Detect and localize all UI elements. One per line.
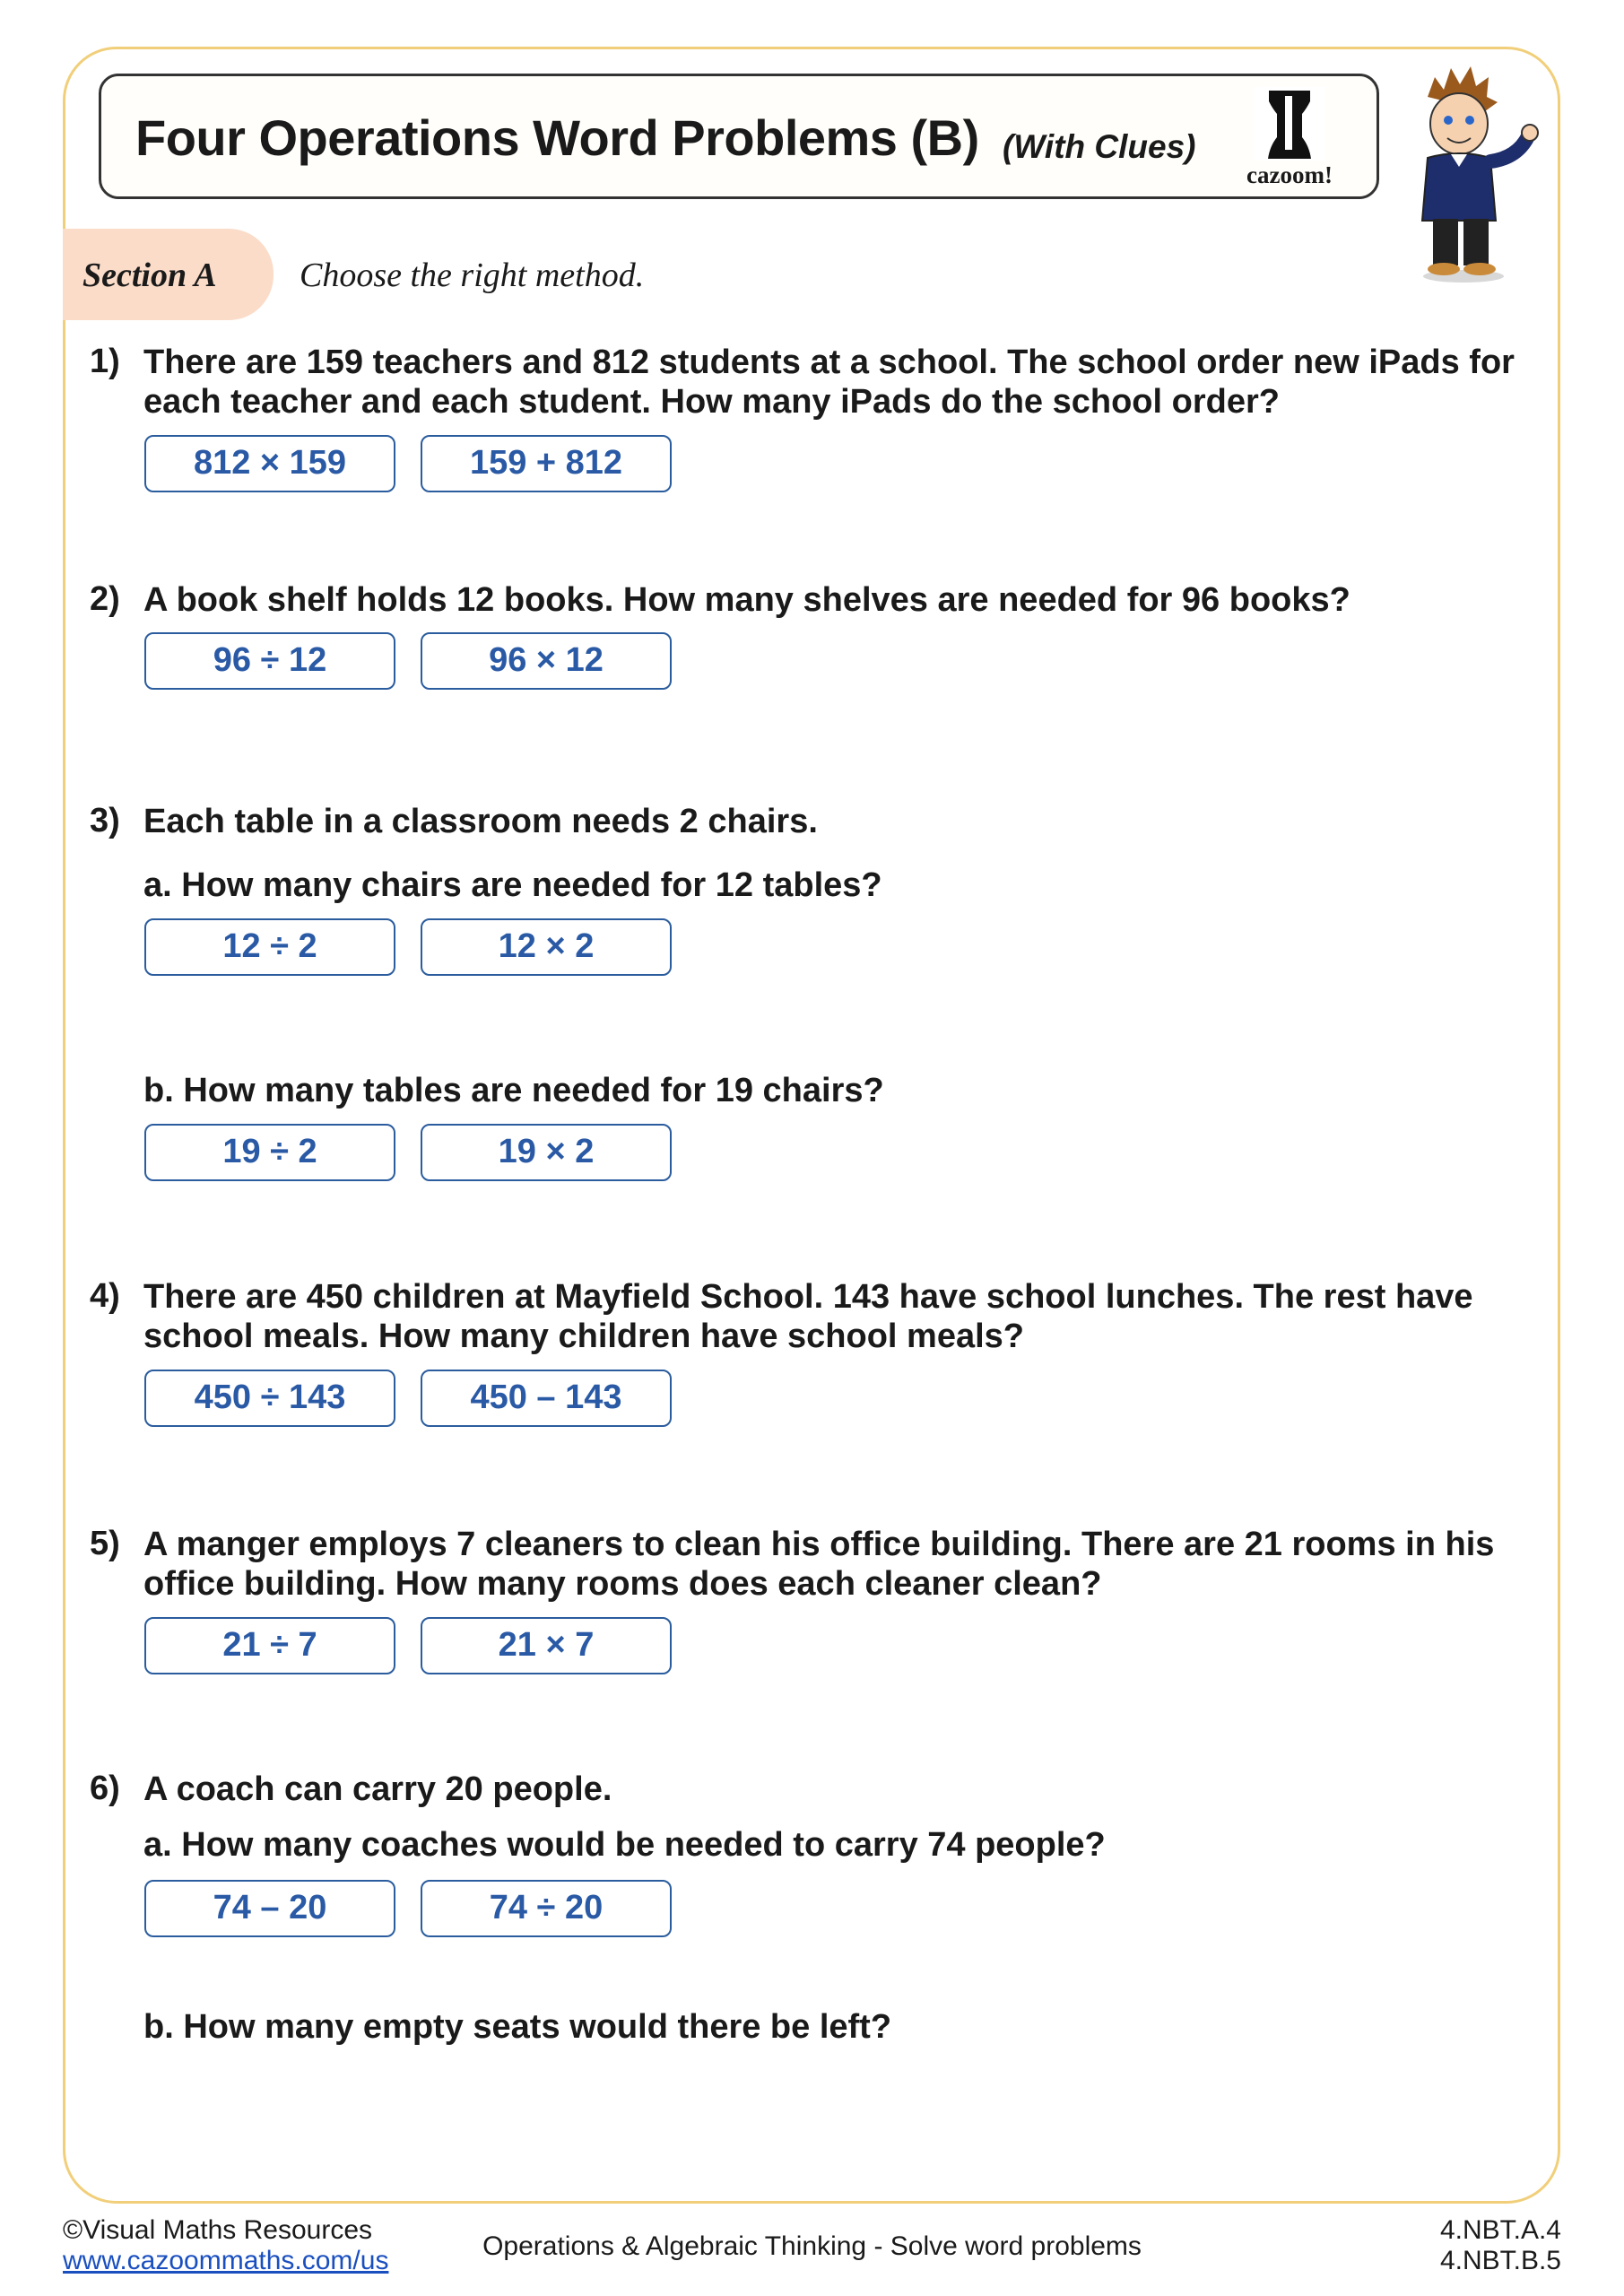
option-button[interactable]: 96 ÷ 12 [144,632,395,690]
question-line: school meals. How many children have school meals? [143,1318,1024,1355]
question-number: 4) [90,1277,120,1315]
question-number: 6) [90,1770,120,1807]
title-banner [99,74,1379,199]
question-line: There are 159 teachers and 812 students at a school. The school order new iPads for [143,344,1515,381]
question-text [143,802,818,841]
question-text [143,343,1515,422]
question-line: office building. How many rooms does each cleaner clean? [143,1565,1102,1603]
sub-question: b. How many empty seats would there be left? [143,2008,892,2046]
option-button[interactable]: 12 ÷ 2 [144,918,395,976]
option-button[interactable]: 74 – 20 [144,1880,395,1937]
option-button[interactable]: 21 × 7 [421,1617,672,1674]
question-number: 3) [90,802,120,839]
footer-url-link[interactable]: www.cazoommaths.com/us [63,2246,389,2275]
question-line: A book shelf holds 12 books. How many shelves are needed for 96 books? [143,581,1350,619]
page-title: Four Operations Word Problems (B) [135,109,979,166]
standard-code: 4.NBT.A.4 [1439,2215,1561,2245]
question-text [143,1525,1494,1604]
question-line: Each table in a classroom needs 2 chairs. [143,803,818,840]
section-label: Section A [83,257,217,294]
question-line: A manger employs 7 cleaners to clean his office building. There are 21 rooms in his [143,1526,1495,1563]
option-button[interactable]: 21 ÷ 7 [144,1617,395,1674]
question-text [143,580,1350,620]
option-button[interactable]: 96 × 12 [421,632,672,690]
option-button[interactable]: 19 × 2 [421,1124,672,1181]
question-text [143,1770,612,1809]
footer-topic: Operations & Algebraic Thinking - Solve word problems [482,2231,1142,2261]
section-tab [63,229,274,320]
question-number: 5) [90,1525,120,1562]
footer-standards [1440,2215,1561,2276]
option-button[interactable]: 159 + 812 [421,435,672,492]
sub-question: b. How many tables are needed for 19 chairs? [143,1072,884,1109]
question-number: 1) [90,343,120,380]
option-button[interactable]: 74 ÷ 20 [421,1880,672,1937]
question-line: A coach can carry 20 people. [143,1770,612,1808]
logo-text: cazoom! [1246,161,1333,188]
cazoom-logo [1222,83,1357,191]
sub-question: a. How many chairs are needed for 12 tables? [143,866,882,904]
page-subtitle: (With Clues) [1003,128,1196,165]
standard-code: 4.NBT.B.5 [1439,2246,1561,2275]
option-button[interactable]: 450 ÷ 143 [144,1370,395,1427]
question-line: There are 450 children at Mayfield School. 143 have school lunches. The rest have [143,1278,1473,1316]
sub-question: a. How many coaches would be needed to carry 74 people? [143,1826,1106,1864]
option-button[interactable]: 19 ÷ 2 [144,1124,395,1181]
option-button[interactable]: 812 × 159 [144,435,395,492]
option-button[interactable]: 12 × 2 [421,918,672,976]
section-instruction: Choose the right method. [300,257,645,294]
question-text [143,1277,1473,1356]
question-line: each teacher and each student. How many iPads do the school order? [143,383,1280,421]
question-number: 2) [90,580,120,618]
mascot-boy-illustration [1392,61,1544,285]
option-button[interactable]: 450 – 143 [421,1370,672,1427]
footer-copyright: ©Visual Maths Resources [63,2215,373,2245]
